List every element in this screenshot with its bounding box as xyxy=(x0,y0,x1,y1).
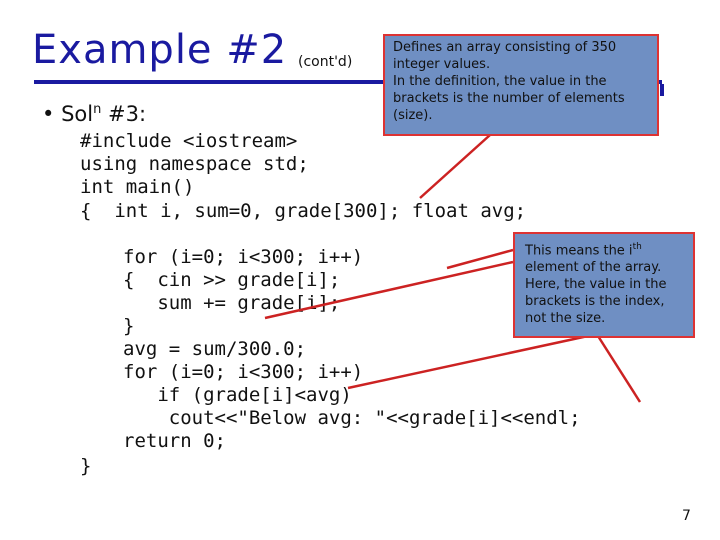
code-line-sum: sum += grade[i]; xyxy=(123,292,341,314)
code-line-cout: cout<<"Below avg: "<<grade[i]<<endl; xyxy=(123,407,581,429)
bullet-rest: #3: xyxy=(101,102,147,126)
page-number: 7 xyxy=(682,508,691,524)
code-line-include: #include <iostream> xyxy=(80,130,298,152)
bullet-marker: • xyxy=(42,102,55,126)
code-line-if: if (grade[i]<avg) xyxy=(123,384,352,406)
arrow-to-declaration xyxy=(420,135,490,198)
code-line-close-loop: } xyxy=(123,315,135,337)
callout-index-superscript: th xyxy=(632,242,642,252)
slide-title: Example #2 xyxy=(32,27,288,73)
callout-declaration-line1: Defines an array consisting of 350 integer values. xyxy=(393,40,617,72)
callout-declaration-line2: In the definition, the value in the brackets is the number of elements (size). xyxy=(393,74,625,123)
code-line-return: return 0; xyxy=(123,430,226,452)
code-line-close-main: } xyxy=(80,455,92,477)
callout-array-index xyxy=(513,232,695,338)
arrow-to-cout-index xyxy=(598,336,640,402)
code-line-declarations: { int i, sum=0, grade[300]; float avg; xyxy=(80,200,527,222)
callout-array-declaration xyxy=(383,34,659,136)
arrow-to-if-index xyxy=(348,336,588,388)
callout-index-part2: element of the array. Here, the value in the brackets is the index, not the size. xyxy=(525,260,667,327)
code-line-cin: { cin >> grade[i]; xyxy=(123,269,341,291)
code-line-namespace: using namespace std; xyxy=(80,153,309,175)
callout-index-part1: This means the i xyxy=(525,243,633,259)
slide-title-suffix: (cont'd) xyxy=(298,54,353,70)
arrow-to-sum-index xyxy=(265,262,513,318)
bullet-superscript: n xyxy=(93,102,102,117)
code-line-for-input: for (i=0; i<300; i++) xyxy=(123,246,364,268)
code-line-main: int main() xyxy=(80,176,195,198)
code-line-for-compare: for (i=0; i<300; i++) xyxy=(123,361,364,383)
code-line-avg: avg = sum/300.0; xyxy=(123,338,307,360)
bullet-text: Sol xyxy=(61,102,94,126)
